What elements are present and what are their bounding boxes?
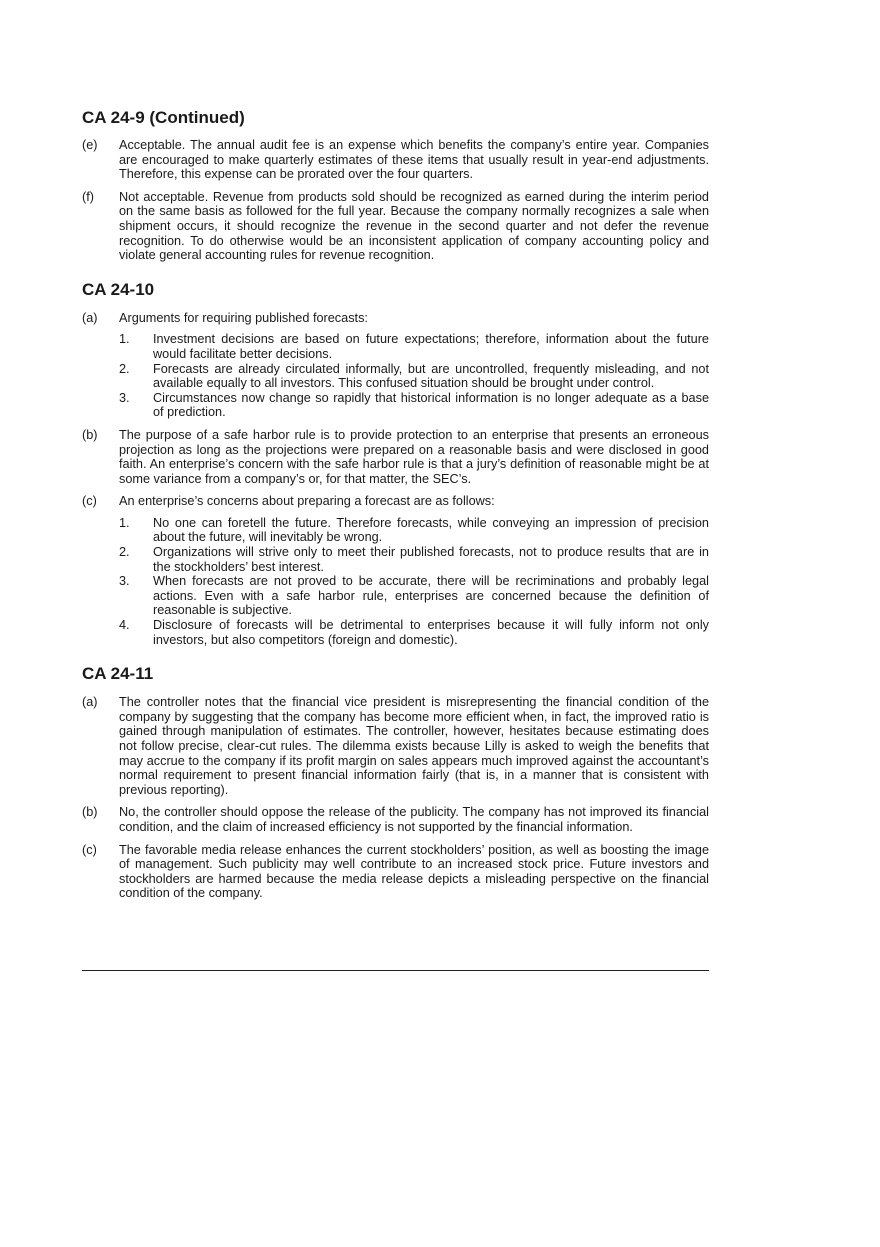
sub-item-number: 2. <box>119 361 130 376</box>
item-text: The purpose of a safe harbor rule is to provide protection to an enterprise that presents an erroneous projection as long as the projections were prepared on a reasonable basis and were disclosed in good faith. An enterprise’s concern with the safe harbor rule is that a jury’s definition of reasonable might be at some variance from a company’s or, for that matter, the SEC’s. <box>119 427 709 486</box>
sub-item-text: When forecasts are not proved to be accurate, there will be recriminations and probably legal actions. Even with a safe harbor rule, enterprises are concerned because the definition of reasonable is subjective. <box>153 574 709 618</box>
sub-item-number: 1. <box>119 332 130 347</box>
section-ca-24-9 <box>82 107 709 263</box>
page-content <box>82 107 709 917</box>
item-label: (a) <box>82 310 98 325</box>
item-label: (e) <box>82 138 98 152</box>
section-ca-24-11 <box>82 663 709 901</box>
answer-item-a <box>82 695 709 797</box>
end-rule-divider <box>82 970 709 971</box>
answer-item-f <box>82 190 709 263</box>
sub-item <box>119 574 709 618</box>
item-body <box>119 311 709 420</box>
section-title: CA 24-9 (Continued) <box>82 108 245 127</box>
sub-item-number: 2. <box>119 545 130 560</box>
sub-item-number: 3. <box>119 390 130 405</box>
section-ca-24-10 <box>82 279 709 647</box>
sub-item-text: Circumstances now change so rapidly that historical information is no longer adequate as a base of prediction. <box>153 390 709 420</box>
sub-list <box>119 516 709 647</box>
answer-item-e <box>82 138 709 182</box>
item-label: (b) <box>82 805 98 820</box>
answer-item-c <box>82 494 709 647</box>
sub-item <box>119 516 709 545</box>
item-text: No, the controller should oppose the release of the publicity. The company has not improved its financial condition, and the claim of increased efficiency is not supported by the financial information. <box>119 805 709 834</box>
item-label: (b) <box>82 427 98 442</box>
sub-item <box>119 332 709 361</box>
sub-item-text: Forecasts are already circulated informally, but are uncontrolled, frequently misleading, and not available equally to all investors. This confused situation should be brought under control. <box>153 361 709 391</box>
item-text: Not acceptable. Revenue from products sold should be recognized as earned during the interim period on the same basis as followed for the full year. Because the company normally recognizes a sale when shipment occurs, it should recognize the revenue in the second quarter and not defer the revenue recognition. To do otherwise would be an inconsistent application of company accounting policy and violate general accounting rules for revenue recognition. <box>119 189 709 263</box>
item-body <box>119 494 709 647</box>
sub-item <box>119 362 709 391</box>
item-text: Arguments for requiring published forecasts: <box>119 310 368 325</box>
sub-item-number: 1. <box>119 515 130 530</box>
section-title: CA 24-10 <box>82 279 155 299</box>
item-label: (c) <box>82 842 97 857</box>
item-text: Acceptable. The annual audit fee is an expense which benefits the company’s entire year. Companies are encouraged to make quarterly estimates of these items that usually result in year-end adjustments. Therefore, this expense can be prorated over the four quarters. <box>119 138 709 182</box>
sub-list <box>119 332 709 420</box>
answer-item-c <box>82 843 709 901</box>
item-text: An enterprise’s concerns about preparing a forecast are as follows: <box>119 494 495 509</box>
sub-item <box>119 618 709 647</box>
section-title: CA 24-11 <box>82 664 154 684</box>
item-text: The favorable media release enhances the current stockholders’ position, as well as boosting the image of management. Such publicity may well contribute to an increased stock price. Future investors and stockholders are harmed because the media release depicts a misleading perspective on the financial condition of the company. <box>119 842 709 901</box>
sub-item-number: 3. <box>119 574 130 589</box>
sub-item <box>119 545 709 574</box>
answer-item-b <box>82 805 709 834</box>
item-label: (f) <box>82 189 94 204</box>
item-label: (a) <box>82 695 98 710</box>
sub-item-number: 4. <box>119 618 130 633</box>
sub-item-text: Disclosure of forecasts will be detrimental to enterprises because it will fully inform not only investors, but also competitors (foreign and domestic). <box>153 618 709 647</box>
sub-item-text: Investment decisions are based on future expectations; therefore, information about the future would facilitate better decisions. <box>153 332 709 361</box>
answer-item-b <box>82 428 709 486</box>
item-label: (c) <box>82 494 97 509</box>
sub-item <box>119 391 709 420</box>
sub-item-text: No one can foretell the future. Therefore forecasts, while conveying an impression of precision about the future, will inevitably be wrong. <box>153 515 709 545</box>
sub-item-text: Organizations will strive only to meet their published forecasts, not to produce results that are in the stockholders’ best interest. <box>153 545 709 574</box>
answer-item-a <box>82 311 709 420</box>
item-text: The controller notes that the financial vice president is misrepresenting the financial condition of the company by suggesting that the company has become more efficient when, in fact, the improved ratio is gained through manipulation of estimates. The controller, however, hesitates because estimating does not follow precise, clear-cut rules. The dilemma exists because Lilly is asked to weigh the benefits that may accrue to the company if its profit margin on sales appears much improved against the accountant’s normal requirement to present financial information fairly (that is, in a manner that is consistent with previous reporting). <box>119 695 709 797</box>
